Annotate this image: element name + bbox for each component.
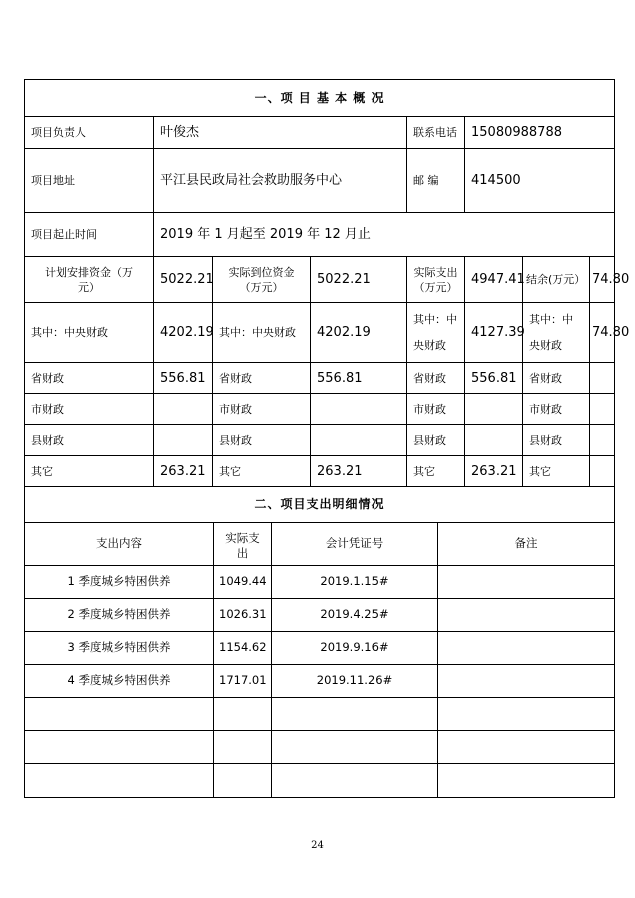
header-note: 备注 (438, 523, 615, 565)
city-spent-label: 市财政 (407, 394, 465, 425)
county-plan-value (154, 425, 213, 456)
arrived-value: 5022.21 (311, 257, 407, 303)
province-arrived-label: 省财政 (213, 363, 311, 394)
other-label: 其它 (25, 456, 154, 487)
spent-value: 4947.41 (465, 257, 523, 303)
period-value: 2019 年 1 月起至 2019 年 12 月止 (154, 213, 615, 257)
page-number: 24 (311, 840, 324, 851)
empty-cell (214, 730, 272, 763)
province-arrived-value: 556.81 (311, 363, 407, 394)
section2-title: 二、项目支出明细情况 (25, 487, 615, 523)
table-row (25, 631, 615, 664)
central-spent-value: 4127.39 (465, 303, 523, 363)
row-content: 4 季度城乡特困供养 (25, 664, 214, 697)
plan-value: 5022.21 (154, 257, 213, 303)
county-label: 县财政 (25, 425, 154, 456)
other-arrived-value: 263.21 (311, 456, 407, 487)
county-spent-value (465, 425, 523, 456)
central-balance-value: 74.80 (590, 303, 615, 363)
row-amount: 1154.62 (214, 631, 272, 664)
row-voucher: 2019.1.15# (272, 565, 438, 598)
county-row (25, 425, 615, 456)
province-balance-label: 省财政 (523, 363, 590, 394)
plan-label: 计划安排资金（万元） (25, 257, 154, 303)
table-row (25, 565, 615, 598)
central-arrived-label: 其中：中央财政 (213, 303, 311, 363)
row-voucher: 2019.11.26# (272, 664, 438, 697)
row-voucher: 2019.4.25# (272, 598, 438, 631)
other-spent-label: 其它 (407, 456, 465, 487)
other-spent-value: 263.21 (465, 456, 523, 487)
header-voucher: 会计凭证号 (272, 523, 438, 565)
section1-title: 一、项 目 基 本 概 况 (25, 80, 615, 117)
city-balance-label: 市财政 (523, 394, 590, 425)
row-amount: 1049.44 (214, 565, 272, 598)
city-arrived-label: 市财政 (213, 394, 311, 425)
central-row (25, 303, 615, 363)
leader-row (25, 117, 615, 149)
central-spent-label: 其中：中央财政 (407, 303, 465, 363)
phone-value: 15080988788 (465, 117, 615, 149)
row-note (438, 664, 615, 697)
other-arrived-label: 其它 (213, 456, 311, 487)
leader-value: 叶俊杰 (154, 117, 407, 149)
county-balance-value (590, 425, 615, 456)
postcode-value: 414500 (465, 149, 615, 213)
central-label: 其中：中央财政 (25, 303, 154, 363)
other-balance-label: 其它 (523, 456, 590, 487)
empty-cell (438, 730, 615, 763)
other-row (25, 456, 615, 487)
header-amount: 实际支出 (214, 523, 272, 565)
postcode-label: 邮 编 (407, 149, 465, 213)
county-spent-label: 县财政 (407, 425, 465, 456)
row-content: 3 季度城乡特困供养 (25, 631, 214, 664)
empty-cell (25, 763, 214, 797)
leader-label: 项目负责人 (25, 117, 154, 149)
city-arrived-value (311, 394, 407, 425)
empty-cell (438, 763, 615, 797)
balance-label: 结余(万元） (523, 257, 590, 303)
row-note (438, 598, 615, 631)
empty-cell (272, 730, 438, 763)
empty-cell (25, 697, 214, 730)
balance-value: 74.80 (590, 257, 615, 303)
section2-title-row (25, 487, 615, 523)
empty-cell (214, 763, 272, 797)
row-amount: 1026.31 (214, 598, 272, 631)
spent-label: 实际支出（万元） (407, 257, 465, 303)
row-amount: 1717.01 (214, 664, 272, 697)
empty-cell (25, 730, 214, 763)
row-note (438, 565, 615, 598)
city-spent-value (465, 394, 523, 425)
county-arrived-label: 县财政 (213, 425, 311, 456)
other-balance-value (590, 456, 615, 487)
city-balance-value (590, 394, 615, 425)
row-note (438, 631, 615, 664)
central-balance-label: 其中：中央财政 (523, 303, 590, 363)
header-content: 支出内容 (25, 523, 214, 565)
empty-cell (438, 697, 615, 730)
empty-row (25, 763, 615, 797)
table-row (25, 664, 615, 697)
address-label: 项目地址 (25, 149, 154, 213)
period-label: 项目起止时间 (25, 213, 154, 257)
project-report-sheet (24, 79, 630, 798)
arrived-label: 实际到位资金（万元） (213, 257, 311, 303)
period-row (25, 213, 615, 257)
address-value: 平江县民政局社会救助服务中心 (154, 149, 407, 213)
city-row (25, 394, 615, 425)
empty-cell (214, 697, 272, 730)
detail-header-row (25, 523, 615, 565)
province-spent-label: 省财政 (407, 363, 465, 394)
province-label: 省财政 (25, 363, 154, 394)
central-plan-value: 4202.19 (154, 303, 213, 363)
table-row (25, 598, 615, 631)
empty-row (25, 697, 615, 730)
province-balance-value (590, 363, 615, 394)
empty-row (25, 730, 615, 763)
basic-info-table (24, 79, 630, 523)
row-content: 2 季度城乡特困供养 (25, 598, 214, 631)
province-plan-value: 556.81 (154, 363, 213, 394)
province-spent-value: 556.81 (465, 363, 523, 394)
county-arrived-value (311, 425, 407, 456)
empty-cell (272, 697, 438, 730)
empty-cell (272, 763, 438, 797)
city-plan-value (154, 394, 213, 425)
row-content: 1 季度城乡特困供养 (25, 565, 214, 598)
expense-detail-table (24, 523, 615, 798)
funds-row (25, 257, 615, 303)
address-row (25, 149, 615, 213)
section1-title-row (25, 80, 615, 117)
row-voucher: 2019.9.16# (272, 631, 438, 664)
county-balance-label: 县财政 (523, 425, 590, 456)
province-row (25, 363, 615, 394)
other-plan-value: 263.21 (154, 456, 213, 487)
central-arrived-value: 4202.19 (311, 303, 407, 363)
city-label: 市财政 (25, 394, 154, 425)
phone-label: 联系电话 (407, 117, 465, 149)
